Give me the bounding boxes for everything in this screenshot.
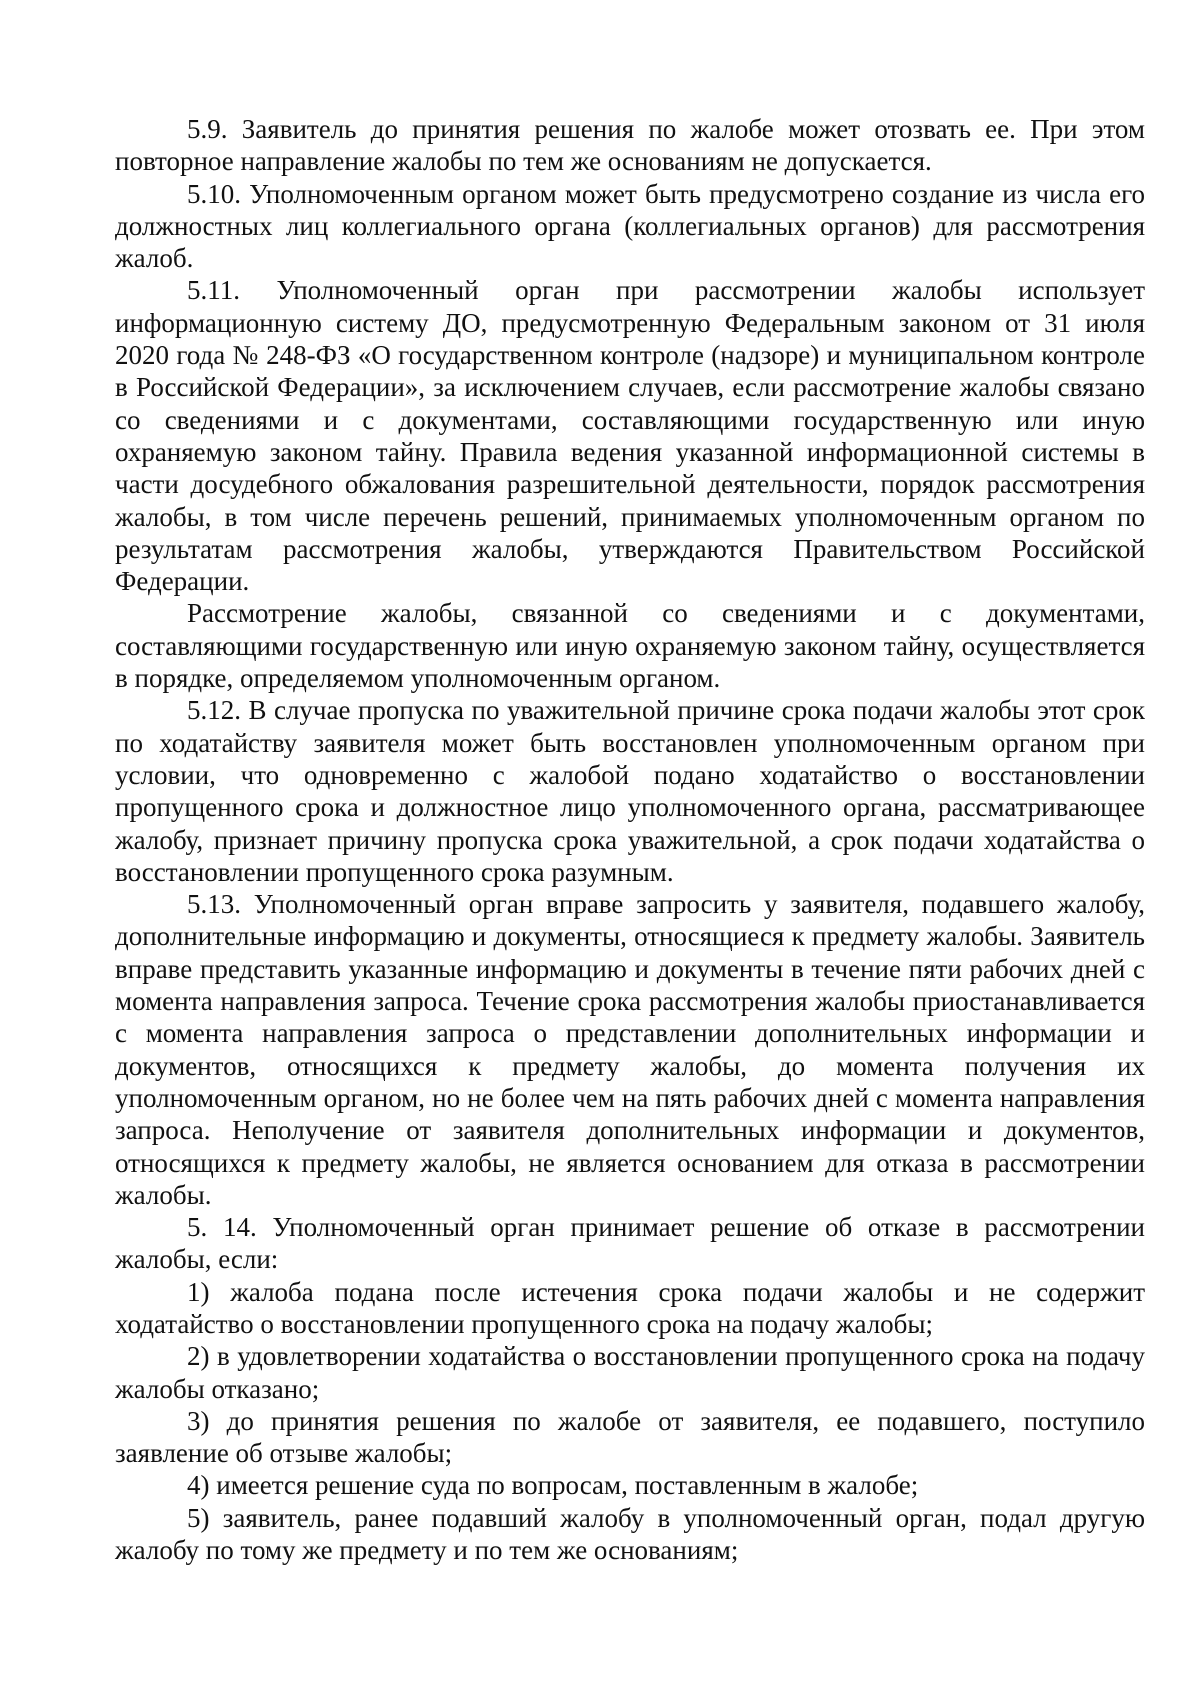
list-item-2: 2) в удовлетворении ходатайства о восстановлении пропущенного срока на подачу жалобы отказано;: [115, 1341, 1145, 1404]
paragraph-5-14: 5. 14. Уполномоченный орган принимает решение об отказе в рассмотрении жалобы, если:: [115, 1212, 1145, 1275]
list-item-5: 5) заявитель, ранее подавший жалобу в уполномоченный орган, подал другую жалобу по тому же предмету и по тем же основаниям;: [115, 1502, 1145, 1566]
list-item-3: 3) до принятия решения по жалобе от заявителя, ее подавшего, поступило заявление об отзыве жалобы;: [115, 1405, 1145, 1469]
paragraph-secret-review: Рассмотрение жалобы, связанной со сведениями и с документами, составляющими государственную или иную охраняемую законом тайну, осуществляется в порядке, определяемом уполномоченным органом.: [115, 598, 1145, 694]
document-body: [115, 113, 1145, 1566]
paragraph-5-9: 5.9. Заявитель до принятия решения по жалобе может отозвать ее. При этом повторное направление жалобы по тем же основаниям не допускается.: [115, 114, 1145, 177]
paragraph-5-11: 5.11. Уполномоченный орган при рассмотрении жалобы использует информационную систему ДО, предусмотренную Федеральным законом от 31 июля 2020 года № 248-ФЗ «О государственном контроле (надзоре) и муниципальном контроле в Российской Федерации», за исключением случаев, если рассмотрение жалобы связано со сведениями и с документами, составляющими государственную или иную охраняемую законом тайну. Правила ведения указанной информационной системы в части досудебного обжалования разрешительной деятельности, порядок рассмотрения жалобы, в том числе перечень решений, принимаемых уполномоченным органом по результатам рассмотрения жалобы, утверждаются Правительством Российской Федерации.: [115, 275, 1145, 597]
paragraph-5-13: 5.13. Уполномоченный орган вправе запросить у заявителя, подавшего жалобу, дополнительные информацию и документы, относящиеся к предмету жалобы. Заявитель вправе представить указанные информацию и документы в течение пяти рабочих дней с момента направления запроса. Течение срока рассмотрения жалобы приостанавливается с момента направления запроса о представлении дополнительных информации и документов, относящихся к предмету жалобы, до момента получения их уполномоченным органом, но не более чем на пять рабочих дней с момента направления запроса. Неполучение от заявителя дополнительных информации и документов, относящихся к предмету жалобы, не является основанием для отказа в рассмотрении жалобы.: [115, 889, 1145, 1210]
paragraph-5-12: 5.12. В случае пропуска по уважительной причине срока подачи жалобы этот срок по ходатайству заявителя может быть восстановлен уполномоченным органом при условии, что одновременно с жалобой подано ходатайство о восстановлении пропущенного срока и должностное лицо уполномоченного органа, рассматривающее жалобу, признает причину пропуска срока уважительной, а срок подачи ходатайства о восстановлении пропущенного срока разумным.: [115, 695, 1145, 887]
list-item-1: 1) жалоба подана после истечения срока подачи жалобы и не содержит ходатайство о восстановлении пропущенного срока на подачу жалобы;: [115, 1276, 1145, 1339]
paragraph-5-10: 5.10. Уполномоченным органом может быть предусмотрено создание из числа его должностных лиц коллегиального органа (коллегиальных органов) для рассмотрения жалоб.: [115, 178, 1145, 274]
list-item-4: 4) имеется решение суда по вопросам, поставленным в жалобе;: [187, 1470, 919, 1501]
